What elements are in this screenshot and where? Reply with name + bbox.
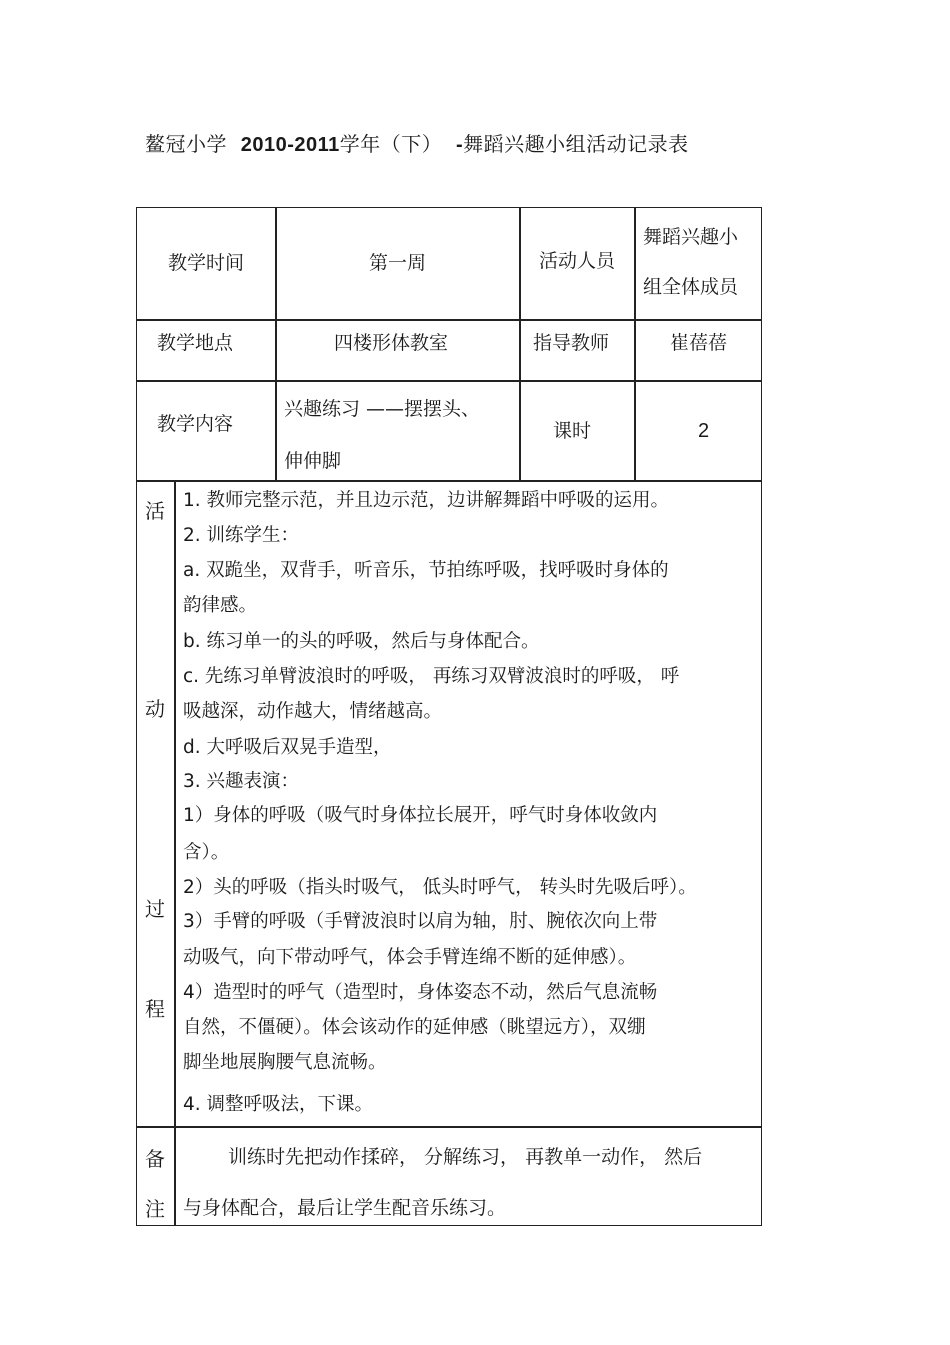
process-line: 自然，不僵硬）。体会该动作的延伸感（眺望远方），双绷 xyxy=(183,1017,646,1038)
title-year: 2010-2011 xyxy=(240,134,340,156)
label-teaching-time: 教学时间 xyxy=(167,252,244,275)
row-divider xyxy=(136,1126,762,1128)
participants-line-2: 组全体成员 xyxy=(643,276,739,298)
label-class-hours: 课时 xyxy=(552,419,591,442)
process-line: 2. 训练学生： xyxy=(183,525,300,546)
value-participants xyxy=(643,212,761,318)
content-line-2: 伸伸脚 xyxy=(284,450,342,472)
process-line: 含）。 xyxy=(183,842,230,863)
process-line: 1. 教师完整示范，并且边示范，边讲解舞蹈中呼吸的运用。 xyxy=(183,490,670,511)
process-side-char: 过 xyxy=(145,897,165,921)
process-line: 动吸气，向下带动呼气，体会手臂连绵不断的延伸感）。 xyxy=(183,947,637,968)
title-name: 舞蹈兴趣小组活动记录表 xyxy=(463,132,689,156)
process-line: 3）手臂的呼吸（手臂波浪时以肩为轴，肘、腕依次向上带 xyxy=(183,911,658,932)
remarks-side-char: 备 xyxy=(145,1147,165,1171)
process-line: 4. 调整呼吸法，下课。 xyxy=(183,1094,374,1115)
content-line-1: 兴趣练习 ——摆摆头、 xyxy=(284,398,481,420)
remarks-side-char: 注 xyxy=(145,1197,165,1221)
label-participants: 活动人员 xyxy=(538,249,615,272)
process-line: b. 练习单一的头的呼吸，然后与身体配合。 xyxy=(183,631,540,652)
participants-line-1: 舞蹈兴趣小 xyxy=(643,226,739,248)
remarks-line-1: 训练时先把动作揉碎， 分解练习， 再教单一动作， 然后 xyxy=(228,1146,703,1168)
process-line: a. 双跪坐，双背手，听音乐，节拍练呼吸，找呼吸时身体的 xyxy=(183,560,669,581)
value-teaching-time: 第一周 xyxy=(368,252,426,275)
label-teaching-place: 教学地点 xyxy=(156,331,233,354)
process-side-char: 程 xyxy=(145,997,165,1021)
value-instructor: 崔蓓蓓 xyxy=(669,331,727,354)
value-class-hours: 2 xyxy=(697,420,710,442)
process-line: 2）头的呼吸（指头时吸气， 低头时呼气， 转头时先吸后呼）。 xyxy=(183,877,697,898)
process-side-char: 活 xyxy=(145,499,165,523)
process-line: 脚坐地展胸腰气息流畅。 xyxy=(183,1052,387,1073)
title-term: 学年（下） xyxy=(339,132,443,156)
process-line: c. 先练习单臂波浪时的呼吸， 再练习双臂波浪时的呼吸， 呼 xyxy=(183,666,680,687)
title-dash: - xyxy=(455,134,464,156)
label-teaching-content: 教学内容 xyxy=(156,412,233,435)
label-instructor: 指导教师 xyxy=(532,331,609,354)
process-line: 吸越深，动作越大，情绪越高。 xyxy=(183,701,443,722)
col-divider xyxy=(174,480,176,1226)
document-title xyxy=(145,128,689,157)
title-school: 鳌冠小学 xyxy=(145,132,227,156)
value-teaching-content xyxy=(284,383,516,487)
process-line: d. 大呼吸后双晃手造型， xyxy=(183,737,392,758)
value-teaching-place: 四楼形体教室 xyxy=(333,331,448,354)
process-line: 韵律感。 xyxy=(183,595,258,616)
process-line: 3. 兴趣表演： xyxy=(183,771,300,792)
process-side-char: 动 xyxy=(145,697,165,721)
process-line: 1）身体的呼吸（吸气时身体拉长展开，呼气时身体收敛内 xyxy=(183,805,658,826)
remarks-line-2: 与身体配合，最后让学生配音乐练习。 xyxy=(183,1197,507,1219)
process-line: 4）造型时的呼气（造型时，身体姿态不动，然后气息流畅 xyxy=(183,982,658,1003)
